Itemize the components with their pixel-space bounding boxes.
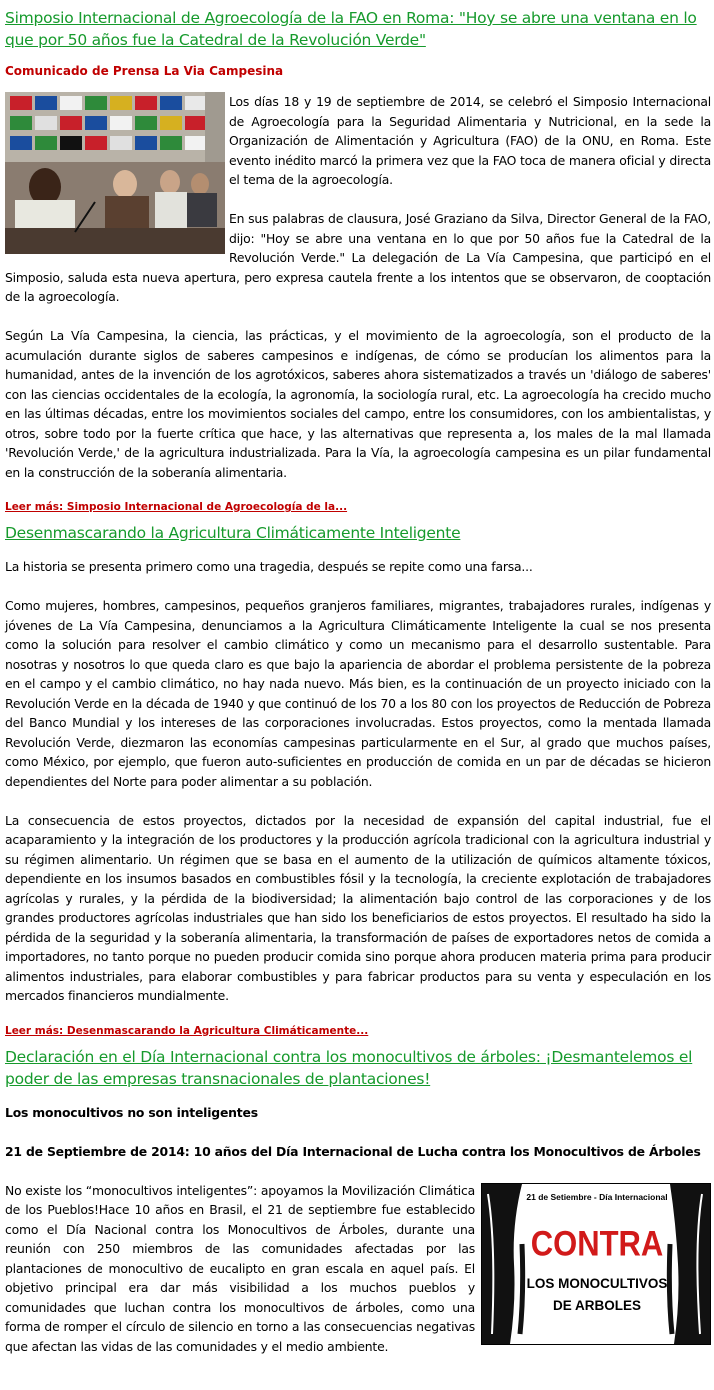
article2-paragraph-1: La historia se presenta primero como una tragedia, después se repite como una farsa...	[5, 559, 533, 574]
article-title-agricultura-climatica[interactable]: Desenmascarando la Agricultura Climáticamente Inteligente	[5, 524, 461, 542]
article-title-agroecologia[interactable]: Simposio Internacional de Agroecología de la FAO en Roma: "Hoy se abre una ventana en lo que por 50 años fue la Catedral de la Revolución Verde"	[5, 9, 697, 49]
poster-arboles: DE ARBOLES	[552, 1297, 641, 1313]
article1-paragraph-3: Según La Vía Campesina, la ciencia, las prácticas, y el movimiento de la agroecología, son el producto de la acumulación durante siglos de saberes campesinos e indígenas, de cómo se producían los alimentos para la humanidad, antes de la invención de los agrotóxicos, saberes ahora sistematizados a través un 'diálogo de saberes' con las ciencias occidentales de la ecología, la agronomía, la sociología rural, etc. La agroecología ha crecido mucho en las últimas décadas, entre los movimientos sociales del campo, entre los consumidores, con los ambientalistas, y otros, sobre todo por la fuerte crítica que hace, y las alternativas que representa a, los males de la mal llamada 'Revolución Verde,' de la agricultura industrializada. Para la Vía, la agroecología campesina es un pilar fundamental en la construcción de la soberanía alimentaria.	[5, 328, 711, 480]
page	[5, 0, 711, 1356]
article3-paragraph-1: No existe los “monocultivos inteligentes”: apoyamos la Movilización Climática de los Pueblos!Hace 10 años en Brasil, el 21 de septiembre fue establecido como el Día Nacional contra los Monocultivos de Árboles, durante una reunión con 250 miembros de las comunidades afectadas por las plantaciones de monocultivo de eucalipto en gran escala en aquel país. El objetivo principal era dar más visibilidad a los muchos pueblos y comunidades que luchan contra los monocultivos de árboles, como una forma de romper el círculo de silencio en torno a las consecuencias negativas que afectan las vidas de las comunidades y el medio ambiente.	[5, 1182, 475, 1354]
symposium-photo-illustration	[5, 92, 225, 254]
article2-paragraph-2: Como mujeres, hombres, campesinos, pequeños granjeros familiares, migrantes, trabajadores rurales, indígenas y jóvenes de La Vía Campesina, denunciamos a la Agricultura Climáticamente Inteligente la cual se nos presenta como la solución para resolver el cambio climático y como un mecanismo para el desarrollo sustentable. Para nosotras y nosotros lo que queda claro es que bajo la apariencia de abordar el problema persistente de la pobreza en el campo y el cambio climático, no hay nada nuevo. Más bien, es la continuación de un proyecto iniciado con la Revolución Verde en la década de 1940 y que continuó de los 70 a los 80 con los proyectos de Reducción de Pobreza del Banco Mundial y los intereses de las corporaciones involucradas. Estos proyectos, como la mentada llamada Revolución Verde, diezmaron las economías campesinas particularmente en el Sur, al grado que muchos países, como México, por ejemplo, que fueron auto-suficientes en producción de comida en un par de décadas se hicieron dependientes del Norte para poder alimentar a su población.	[5, 598, 711, 789]
article1-body	[5, 92, 711, 482]
poster-contra: CONTRA	[530, 1222, 664, 1264]
fao-symposium-photo	[5, 92, 225, 254]
article3-heading-1: Los monocultivos no son inteligentes	[5, 1104, 258, 1120]
press-release-label: Comunicado de Prensa La Via Campesina	[5, 64, 284, 78]
poster-monocultivos: LOS MONOCULTIVOS	[526, 1275, 668, 1291]
read-more-link-agricultura-climatica[interactable]: Leer más: Desenmascarando la Agricultura Climáticamente...	[5, 1024, 369, 1037]
article2-paragraph-3: La consecuencia de estos proyectos, dictados por la necesidad de expansión del capital industrial, fue el acaparamiento y la integración de los productores y la producción agrícola tradicional con la agricultura industrial y su régimen alimentario. Un régimen que se basa en el aumento de la utilización de químicos altamente tóxicos, dependiente en los insumos basados en combustibles fósil y la tecnología, la creciente explotación de trabajadores agrícolas y rurales, y la pérdida de la biodiversidad; la alimentación bajo control de las corporaciones y de los grandes productores agrícolas industriales que han sido los beneficiarios de estos proyectos. El resultado ha sido la pérdida de la seguridad y la soberanía alimentaria, la transformación de países de exportadores netos de comida a importadores, no tanto porque no pueden producir comida sino porque ahora producen materia prima para producir alimentos industriales, para elaborar combustibles y para fabricar productos para su venta y especulación en los mercados financieros mundialmente.	[5, 812, 711, 1003]
article-title-monocultivos[interactable]: Declaración en el Día Internacional contra los monocultivos de árboles: ¡Desmantelemos el poder de las empresas transnacionales de plantaciones!	[5, 1047, 693, 1088]
article1-paragraph-1: Los días 18 y 19 de septiembre de 2014, se celebró el Simposio Internacional de Agroecología para la Seguridad Alimentaria y Nutricional, en la sede la Organización de Alimentación y Agricultura (FAO) de la ONU, en Roma. Este evento inédito marcó la primera vez que la FAO toca de manera oficial y directa el tema de la agroecología.	[229, 94, 711, 187]
poster-date-line: 21 de Setiembre - Día Internacional	[526, 1191, 668, 1202]
read-more-link-agroecologia[interactable]: Leer más: Simposio Internacional de Agroecología de la...	[5, 501, 348, 513]
monocultivos-poster	[481, 1183, 711, 1345]
article3-body	[5, 1181, 711, 1357]
article1-paragraph-2: En sus palabras de clausura, José Graziano da Silva, Director General de la FAO, dijo: "Hoy se abre una ventana en lo que por 50 años fue la Catedral de la Revolución Verde." La delegación de La Vía Campesina, que participó en el Simposio, saluda esta nueva apertura, pero expresa cautela frente a los intentos que se observaron, de cooptación de la agroecología.	[5, 211, 711, 304]
article3-heading-2: 21 de Septiembre de 2014: 10 años del Día Internacional de Lucha contra los Monocultivos de Árboles	[5, 1144, 701, 1159]
